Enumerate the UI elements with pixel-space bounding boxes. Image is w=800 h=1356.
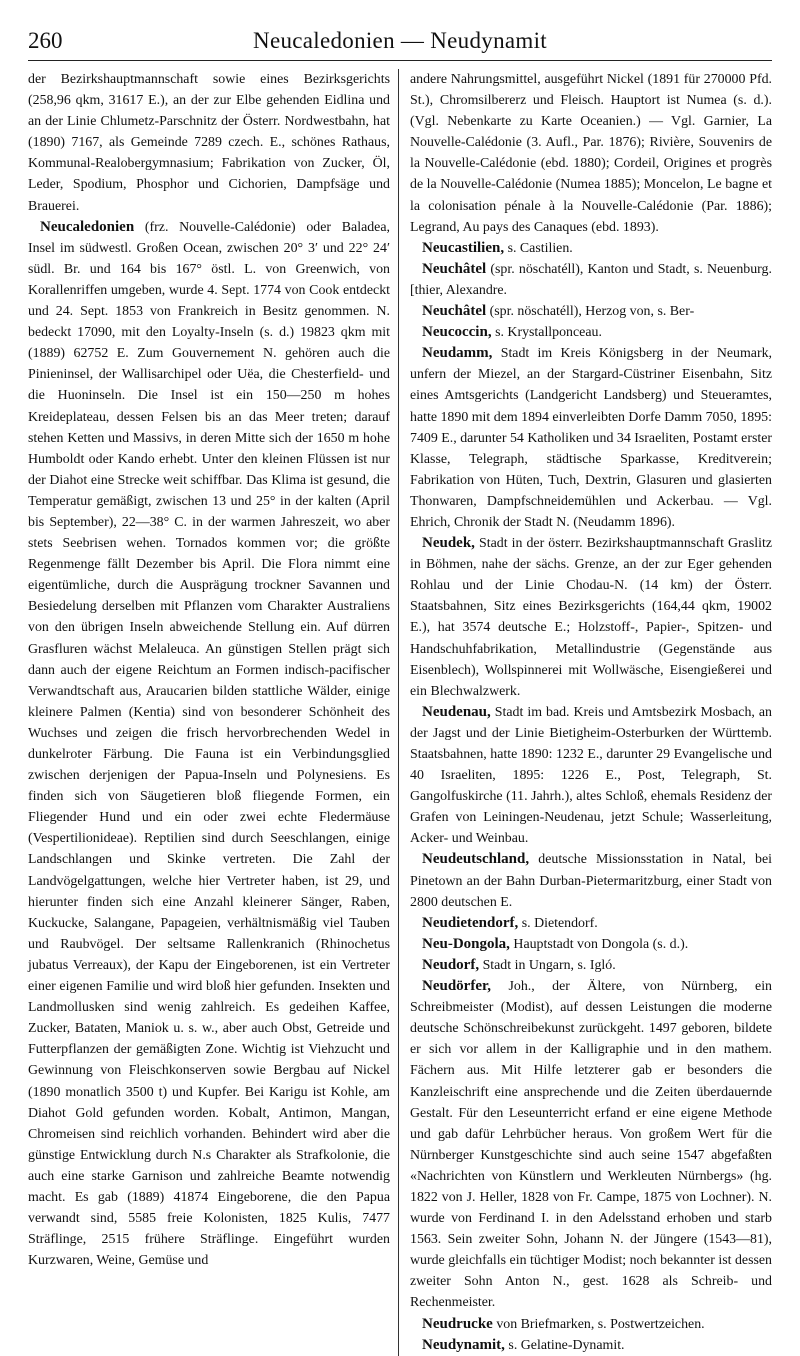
dictionary-entry <box>410 1335 772 1356</box>
entry-headword: Neuchâtel <box>422 303 487 320</box>
dictionary-entry <box>410 301 772 322</box>
entry-headword: Neudek, <box>422 535 475 552</box>
dictionary-entry <box>28 69 390 217</box>
entry-headword: Neucoccin, <box>422 324 492 341</box>
entry-text: von Briefmarken, s. Postwertzeichen. <box>496 1316 705 1332</box>
dictionary-entry <box>410 343 772 533</box>
entry-headword: Neucastilien, <box>422 239 505 256</box>
entry-headword: Neucaledonien <box>40 218 135 235</box>
left-column <box>28 69 390 1356</box>
dictionary-entry <box>410 934 772 955</box>
dictionary-entry <box>410 913 772 934</box>
entry-headword: Neudietendorf, <box>422 914 519 931</box>
right-column <box>410 69 772 1356</box>
entry-text: andere Nahrungsmittel, ausgeführt Nickel (1891 für 270000 Pfd. St.), Chromsilbererz und Fleisch. Hauptort ist Numea (s. d.). (Vgl. Nebenkarte zu Karte Oceanien.) — Vgl. Garnier, La Nouvelle-Calédonie (3. Aufl., Par. 1876); Rivière, Souvenirs de la Nouvelle-Calédonie (ebd. 1880); Cordeil, Origines et progrès de la Nouvelle-Calédonie (Numea 1885); Moncelon, Le bagne et la colonisation pénale à la Nouvelle-Calédonie (Par. 1886); Legrand, Au pays des Canaques (ebd. 1893). <box>410 72 772 235</box>
text-columns <box>28 69 772 1356</box>
dictionary-entry <box>410 238 772 259</box>
dictionary-entry <box>410 322 772 343</box>
entry-text: s. Gelatine-Dynamit. <box>508 1337 625 1353</box>
entry-headword: Neudrucke <box>422 1315 493 1332</box>
dictionary-entry <box>410 849 772 912</box>
entry-text: (frz. Nouvelle-Calédonie) oder Baladea, Insel im südwestl. Großen Ocean, zwischen 20° 3′ und 22° 24′ südl. Br. und 164 bis 167° östl. L. von Greenwich, von Korallenriffen umgeben, wurde 4. Sept. 1774 von Cook entdeckt und 24. Sept. 1853 von Frankreich in Besitz genommen. N. bedeckt 17090, mit den Loyalty-Inseln (s. d.) 19823 qkm mit (1889) 62752 E. Zum Gouvernement N. gehören auch die Pinieninsel, der Wallisarchipel oder Uëa, die Chesterfield- und die Huoninseln. Die Insel ist ein 150—250 m hohes Kreideplateau, dessen Felsen bis an das Meer treten; darauf stehen Ketten und Massivs, in deren Mitte sich der 1650 m hohe Humboldt oder Kando erhebt. Unter den kleinen Flüssen ist nur der Diahot eine Strecke weit schiffbar. Das Klima ist gesund, die Temperatur gemäßigt, zwischen 13 und 25° in der kalten (April bis September), 22—38° C. in der warmen Jahreszeit, wo aber stets Seebrisen wehen. Tornados kommen vor; die größte Regenmenge fällt Dezember bis April. Die Flora nimmt eine eigentümliche, durch die Ausprägung trockner Savannen und Besiedelung derselben mit Pflanzen vom Charakter Australiens von den übrigen Inseln abweichende Stellung ein. Auf dürren Grasfluren wächst Melaleuca. An günstigen Stellen prägt sich dann auch der eigene Reichtum an Formen indisch-pacifischer Verwandtschaft aus, Araucarien bilden stattliche Wälder, einige kleinere Palmen (Kentia) sind von besonderer Schönheit des Wuchses und zeigen die frisch hervorbrechenden Wedel in dunkelroter Färbung. Die Fauna ist ein Verbindungsglied zwischen derjenigen der Papua-Inseln und Polynesiens. Es finden sich von Säugetieren bloß fliegende Formen, ein Fliegender Hund und ein oder zwei echte Fledermäuse (Vespertilionideae). Reptilien sind durch Seeschlangen, einige Landschlangen und Skinke vertreten. Die Zahl der Landvögelgattungen, welche hier Vertreter haben, ist 29, und hierunter finden sich eine Anzahl kleinerer Sänger, Raben, Kuckucke, Salangane, Papageien, verhältnismäßig viel Tauben und Raubvögel. Der seltsame Rallenkranich (Rhinochetus jubatus Verreaux), der Kapu der Eingeborenen, ist ein Vertreter einer eigenen Familie und wird bloß hier gefunden. Insekten und Landmollusken sind wenig zahlreich. Es gedeihen Kaffee, Zucker, Bataten, Maniok u. s. w., aber auch Obst, Getreide und Futterpflanzen der gemäßigten Zone. Wichtig ist Viehzucht und Gewinnung von Fleischkonserven sowie Bergbau auf Nickel (1890 monatlich 3500 t) und Kupfer. Bei Karigu ist Kohle, am Diahot Gold gefunden worden. Kobalt, Antimon, Mangan, Chromeisen sind reichlich vorhanden. Behindert wird aber die günstige Entwicklung durch N.s Charakter als Strafkolonie, die auch eine starke Garnison und zahlreiche Beamte notwendig macht. Es gab (1889) 41874 Eingeborene, die den Papua verwandt sind, 5585 freie Kolonisten, 1825 Kulis, 7477 Sträflinge, 2515 frühere Sträflinge. Eingeführt wurden Kurzwaren, Weine, Gemüse und <box>28 219 390 1269</box>
entry-text: s. Castilien. <box>507 240 573 256</box>
entry-headword: Neudynamit, <box>422 1336 505 1353</box>
entry-text: Stadt in der österr. Bezirkshauptmannschaft Graslitz in Böhmen, nahe der sächs. Grenze, an der zur Eger gehenden Rohlau und der Linie Chodau-N. (14 km) der Österr. Staatsbahnen, Sitz eines Bezirksgerichts (164,44 qkm, 19002 E.), hat 3574 deutsche E.; Holzstoff-, Papier-, Spitzen- und Handschuhfabrikation, Metallindustrie (Gegenstände aus Eisenblech), Wollspinnerei mit Wollwäsche, Eisengießerei und ein Blechwalzwerk. <box>410 536 772 699</box>
entry-text: Stadt im Kreis Königsberg in der Neumark, unfern der Miezel, an der Stargard-Cüstriner Eisenbahn, Sitz eines Amtsgerichts (Landgericht Landsberg) und Steueramtes, hatte 1890 mit dem 1894 einverleibten Dorfe Damm 7050, 1895: 7409 E., darunter 54 Katholiken und 34 Israeliten, Postamt erster Klasse, Telegraph, städtische Sparkasse, Kreditverein; Fabrikation von Hüten, Tuch, Dextrin, Glasuren und glasierten Thonwaren, Dampfschneidemühlen und Ackerbau. — Vgl. Ehrich, Chronik der Stadt N. (Neudamm 1896). <box>410 346 772 530</box>
page-header <box>28 26 772 61</box>
entry-text: Stadt in Ungarn, s. Igló. <box>482 957 616 973</box>
entry-headword: Neudörfer, <box>422 978 492 995</box>
dictionary-entry <box>410 702 772 850</box>
entry-headword: Neudenau, <box>422 703 491 720</box>
entry-headword: Neudamm, <box>422 345 493 362</box>
entry-text: Hauptstadt von Dongola (s. d.). <box>513 936 689 952</box>
column-divider <box>398 69 399 1356</box>
entry-headword: Neudorf, <box>422 956 480 973</box>
entry-text: Joh., der Ältere, von Nürnberg, ein Schreibmeister (Modist), auf dessen Leistungen die moderne deutsche Schönschreibekunst zurückgeht. 1497 geboren, bildete er sich vor allem in der Kalligraphie und in den mathem. Fächern aus. Mit Hilfe letzterer gab er besonders die Kanzleischrift eine ansprechende und die Zeiten überdauernde Gestalt. Für den Leseunterricht erfand er eine eigene Methode und gab dafür Lehrbücher heraus. Von großem Wert für die Nürnberger Kunstgeschichte sind auch seine 1547 abgefaßten «Nachrichten von Künstlern und Werkleuten Nürnbergs» (hg. 1822 von J. Heller, 1828 von Fr. Campe, 1875 von Lochner). N. wurde von Ferdinand I. in den Adelsstand erhoben und starb 1563. Sein zweiter Sohn, Johann N. der Jüngere (1543—81), wurde gleichfalls ein tüchtiger Modist; noch bekannter ist dessen zweiter Sohn Anton N., gest. 1628 als Schreib- und Rechenmeister. <box>410 979 772 1311</box>
entry-text: (spr. nöschatéll), Herzog von, s. Ber- <box>489 304 695 320</box>
dictionary-entry <box>410 259 772 301</box>
dictionary-entry <box>410 69 772 238</box>
dictionary-entry <box>410 976 772 1314</box>
entry-text: s. Krystallponceau. <box>495 325 602 341</box>
dictionary-entry <box>410 1314 772 1335</box>
entry-headword: Neu-Dongola, <box>422 935 510 952</box>
dictionary-entry <box>410 955 772 976</box>
dictionary-entry <box>28 217 390 1272</box>
dictionary-entry <box>410 533 772 702</box>
page-number: 260 <box>28 28 63 53</box>
entry-headword: Neuchâtel <box>422 260 487 277</box>
entry-text: Stadt im bad. Kreis und Amtsbezirk Mosbach, an der Jagst und der Linie Bietigheim-Osterburken der Württemb. Staatsbahnen, hatte 1890: 1232 E., darunter 29 Evangelische und 40 Israeliten, 1895: 1226 E., Post, Telegraph, St. Gangolfuskirche (11. Jahrh.), altes Schloß, ehemals Residenz der Grafen von Leiningen-Neudenau, jetzt Schule; Wasserleitung, Acker- und Weinbau. <box>410 704 772 847</box>
entry-text: (spr. nöschatéll), Kanton und Stadt, s. Neuenburg. [thier, Alexandre. <box>410 261 772 298</box>
running-title: Neucaledonien — Neudynamit <box>253 28 547 53</box>
entry-headword: Neudeutschland, <box>422 851 530 868</box>
entry-text: s. Dietendorf. <box>521 915 598 931</box>
entry-text: der Bezirkshauptmannschaft sowie eines Bezirksgerichts (258,96 qkm, 31617 E.), an der zur Elbe gehenden Eidlina und an der Linie Chlumetz-Parschnitz der Österr. Nordwestbahn, hat (1890) 7167, als Gemeinde 7289 czech. E., schönes Rathaus, Kommunal-Realobergymnasium; Fabrikation von Zucker, Öl, Leder, Spodium, Phosphor und Cichorien, Dampfsäge und Brauerei. <box>28 72 390 214</box>
entry-text: deutsche Missionsstation in Natal, bei Pinetown an der Bahn Durban-Pietermaritzburg, einer Stadt von 2800 deutschen E. <box>410 852 772 910</box>
